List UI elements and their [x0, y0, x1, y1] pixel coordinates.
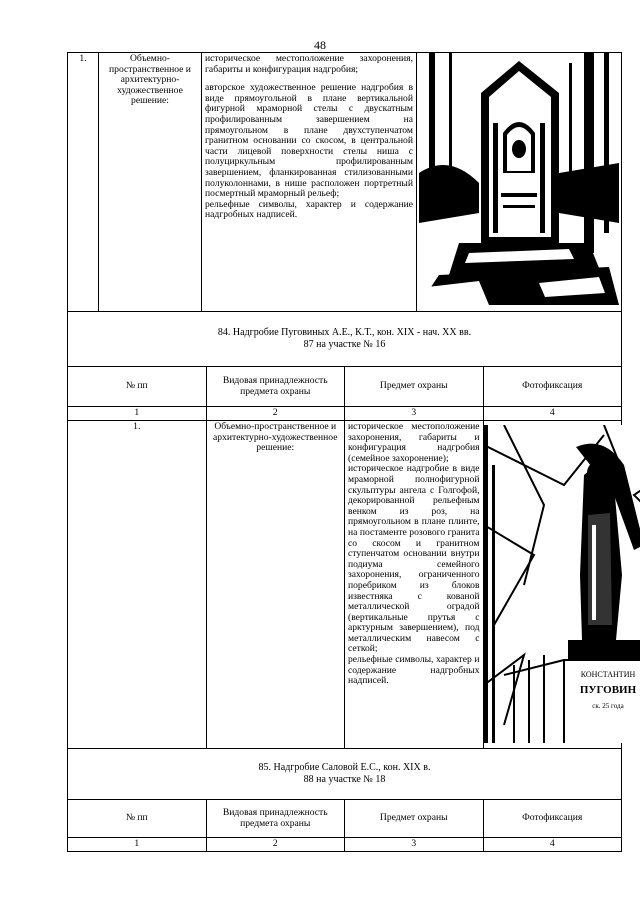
angel-sculpture-photo	[484, 425, 640, 743]
subject-paragraph: рельефные символы, характер и содержание надгробных надписей.	[205, 198, 413, 221]
col-index: 2	[206, 838, 345, 852]
col-index: 3	[345, 407, 484, 421]
subject-paragraph: историческое местоположение захоронения, габариты и конфигурация надгробия;	[205, 53, 413, 75]
protection-subject	[202, 53, 417, 312]
col-index: 4	[483, 838, 622, 852]
col-header-num: № пп	[68, 367, 207, 407]
col-header-photo: Фотофиксация	[483, 367, 622, 407]
tombstone-stele-photo	[419, 53, 619, 305]
table-entry-84	[67, 311, 636, 749]
subject-paragraph: рельефные символы, характер и содержание надгробных надписей.	[348, 654, 480, 687]
inscription-line: ск. 25 года	[591, 702, 624, 710]
section-header-85	[68, 749, 622, 800]
photo-cell	[417, 53, 622, 312]
col-header-type: Видовая принадлежность предмета охраны	[206, 800, 345, 838]
col-index: 1	[68, 407, 207, 421]
col-header-num: № пп	[68, 800, 207, 838]
inscription-line: КОНСТАНТИН	[580, 670, 635, 679]
row-number: 1.	[68, 421, 207, 749]
table-prev-entry	[67, 52, 622, 312]
col-index: 3	[345, 838, 484, 852]
protection-type: Объемно-пространственное и архитектурно-художественное решение:	[206, 421, 345, 749]
section-subtitle: 87 на участке № 16	[303, 339, 386, 350]
section-subtitle: 88 на участке № 18	[303, 774, 386, 785]
col-header-photo: Фотофиксация	[483, 800, 622, 838]
col-index: 4	[483, 407, 622, 421]
col-header-subject: Предмет охраны	[345, 800, 484, 838]
section-header-84	[68, 312, 622, 367]
col-header-type: Видовая принадлежность предмета охраны	[206, 367, 345, 407]
section-title: 85. Надгробие Саловой Е.С., кон. XIX в.	[258, 762, 431, 773]
col-index: 1	[68, 838, 207, 852]
subject-paragraph: историческое местоположение захоронения, габариты и конфигурация надгробия (семейное захоронение);	[348, 421, 480, 464]
inscription-line: ПУГОВИН	[579, 684, 636, 696]
page-number: 48	[314, 38, 326, 52]
subject-paragraph: историческое надгробие в виде мраморной полнофигурной скульптуры ангела с Голгофой, декорированной рельефным венком из роз, на прямоугольном в плане плинте, на постаменте розового гранита со скосом и гранитном ступенчатом основании внутри подиума семейного захоронения, ограниченного поребриком из блоков известняка с кованой металлической оградой (вертикальные прутья с арктурным завершением), под металлическим навесом с сеткой;	[348, 463, 480, 655]
protection-type: Объемно-пространственное и архитектурно-художественное решение:	[99, 53, 202, 312]
table-entry-85	[67, 748, 622, 852]
subject-paragraph: авторское художественное решение надгробия в виде прямоугольной в плане вертикальной фигурной мраморной стелы с двускатным профилированным завершением на прямоугольном в плане двухступенчатом гранитном основании со скосом, в центральной части лицевой поверхности стелы ниша с полуциркульным профилированным завершением, фланкированная стилизованными полуколоннами, в нише расположен портретный посмертный мраморный рельеф;	[205, 82, 413, 200]
protection-subject	[345, 421, 484, 749]
col-header-subject: Предмет охраны	[345, 367, 484, 407]
section-title: 84. Надгробие Пуговиных А.Е., К.Т., кон. XIX - нач. XX вв.	[217, 327, 472, 338]
row-number: 1.	[68, 53, 99, 312]
col-index: 2	[206, 407, 345, 421]
photo-cell	[483, 421, 636, 749]
